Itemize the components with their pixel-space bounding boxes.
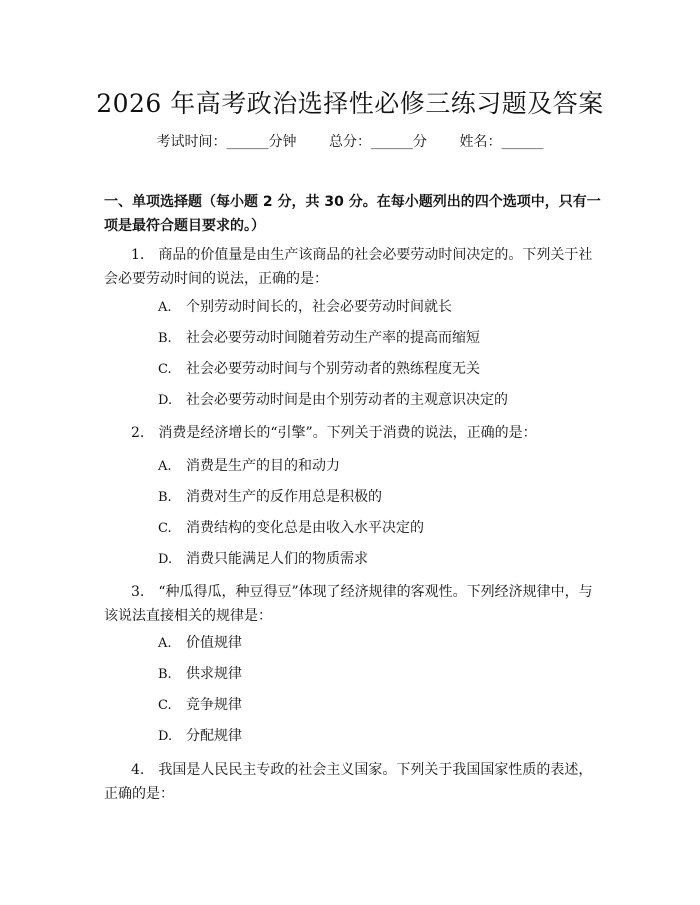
option-3b [158,664,242,685]
option-text: 消费是生产的目的和动力 [186,458,340,474]
option-2b [158,487,382,508]
option-text: 社会必要劳动时间随着劳动生产率的提高而缩短 [186,330,480,346]
option-3a [158,633,242,654]
option-letter: D. [158,393,173,408]
option-letter: A. [158,300,172,315]
option-2a [158,456,340,477]
option-letter: A. [158,636,172,651]
exam-meta [0,131,700,151]
option-1c [158,359,480,380]
option-letter: C. [158,698,172,713]
question-number: 1. [131,247,145,263]
question-2 [104,421,604,445]
option-letter: B. [158,490,172,505]
question-4 [104,758,604,806]
option-text: 分配规律 [186,728,242,744]
student-name: 姓名：______ [459,134,544,150]
option-1a [158,297,452,318]
option-text: 社会必要劳动时间是由个别劳动者的主观意识决定的 [186,392,508,408]
question-text: 我国是人民民主专政的社会主义国家。下列关于我国国家性质的表述，正确的是： [104,762,593,802]
option-text: 消费对生产的反作用总是积极的 [186,489,382,505]
option-text: 消费只能满足人们的物质需求 [186,551,368,567]
option-2c [158,518,424,539]
option-letter: D. [158,552,173,567]
question-number: 4. [131,762,145,778]
question-text: 商品的价值量是由生产该商品的社会必要劳动时间决定的。下列关于社会必要劳动时间的说法，正确的是： [104,247,593,287]
option-text: 消费结构的变化总是由收入水平决定的 [186,520,424,536]
option-letter: A. [158,459,172,474]
question-number: 3. [131,584,145,600]
section-heading: 一、单项选择题（每小题 2 分，共 30 分。在每小题列出的四个选项中，只有一项是最符合题目要求的。） [104,194,601,234]
question-text: “种瓜得瓜，种豆得豆”体现了经济规律的客观性。下列经济规律中，与该说法直接相关的规律是： [104,584,593,624]
document-title: 2026 年高考政治选择性必修三练习题及答案 [96,89,604,118]
option-text: 价值规律 [186,635,242,651]
option-text: 竞争规律 [186,697,242,713]
option-2d [158,549,368,570]
question-number: 2. [131,425,145,441]
option-letter: C. [158,521,172,536]
option-letter: C. [158,362,172,377]
question-3 [104,580,604,628]
option-text: 个别劳动时间长的，社会必要劳动时间就长 [186,299,452,315]
option-letter: B. [158,667,172,682]
option-text: 社会必要劳动时间与个别劳动者的熟练程度无关 [186,361,480,377]
option-letter: D. [158,729,173,744]
question-1 [104,243,604,291]
exam-time: 考试时间：______分钟 [156,134,297,150]
option-3d [158,726,242,747]
option-3c [158,695,242,716]
option-1d [158,390,508,411]
question-text: 消费是经济增长的“引擎”。下列关于消费的说法，正确的是： [158,425,537,441]
option-letter: B. [158,331,172,346]
option-1b [158,328,480,349]
total-score: 总分：______分 [329,134,427,150]
option-text: 供求规律 [186,666,242,682]
